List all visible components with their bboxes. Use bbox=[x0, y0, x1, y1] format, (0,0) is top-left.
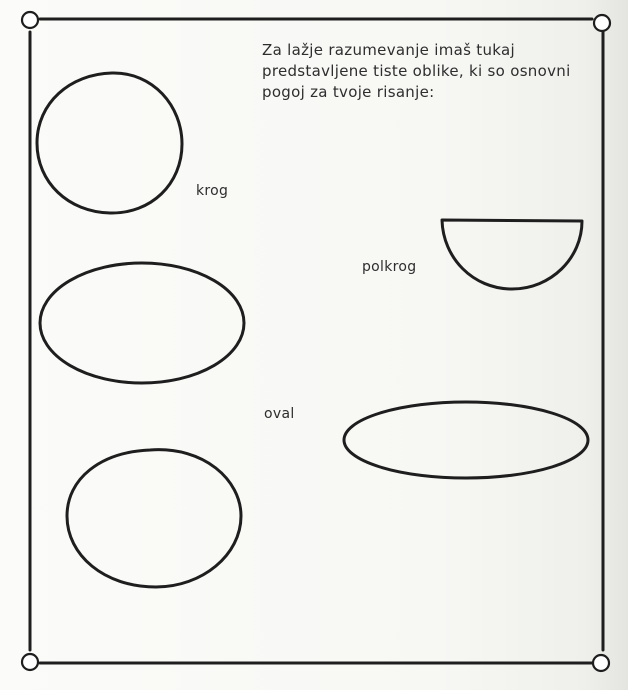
intro-text bbox=[262, 40, 592, 103]
intro-line-2: predstavljene tiste oblike, ki so osnovni bbox=[262, 62, 571, 80]
oval-label: oval bbox=[264, 406, 295, 422]
intro-line-3: pogoj za tvoje risanje: bbox=[262, 83, 435, 101]
oval-shape-egg bbox=[67, 450, 241, 587]
frame-corner-bottom-right bbox=[593, 655, 609, 671]
oval-shape-large bbox=[40, 263, 244, 383]
circle-label: krog bbox=[196, 183, 229, 199]
frame-corner-bottom-left bbox=[22, 654, 38, 670]
intro-line-1: Za lažje razumevanje imaš tukaj bbox=[262, 41, 515, 59]
frame-corner-top-right bbox=[594, 15, 610, 31]
semicircle-shape bbox=[442, 220, 582, 289]
semicircle-label: polkrog bbox=[362, 259, 417, 275]
circle-shape bbox=[37, 73, 182, 213]
frame-corner-top-left bbox=[22, 12, 38, 28]
oval-shape-flat bbox=[344, 402, 588, 478]
